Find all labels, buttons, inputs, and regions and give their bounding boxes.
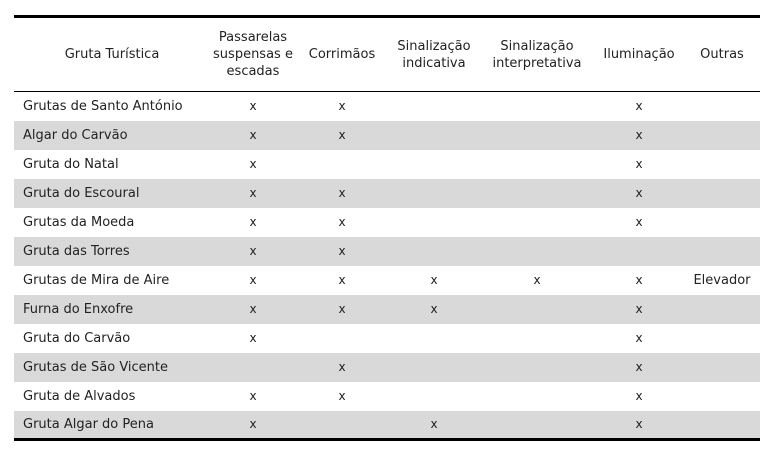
- table-cell: [480, 353, 594, 382]
- check-mark-cell: x: [635, 302, 643, 316]
- table-cell: [388, 208, 480, 237]
- table-cell: [296, 411, 388, 440]
- table-cell: [684, 382, 760, 411]
- table-cell: [684, 208, 760, 237]
- table-body: [14, 92, 760, 440]
- table-cell: [480, 208, 594, 237]
- table-row: [14, 92, 760, 121]
- header-text-line: Sinalização: [397, 38, 471, 54]
- table-cell: [684, 121, 760, 150]
- check-mark-cell: x: [249, 157, 257, 171]
- table-cell: Elevador: [693, 272, 751, 288]
- table-container: [14, 15, 760, 441]
- check-mark-cell: x: [635, 186, 643, 200]
- check-mark-cell: x: [338, 302, 346, 316]
- header-text-line: Gruta Turística: [64, 47, 160, 62]
- table-cell: [210, 353, 296, 382]
- table-cell: [684, 179, 760, 208]
- table-cell: [388, 121, 480, 150]
- check-mark-cell: x: [338, 244, 346, 258]
- check-mark-cell: x: [338, 99, 346, 114]
- table-cell: [594, 237, 684, 266]
- table-row: [14, 411, 760, 440]
- check-mark-cell: x: [249, 99, 257, 114]
- table-cell: [684, 237, 760, 266]
- table-cell: [388, 92, 480, 121]
- check-mark-cell: x: [249, 186, 257, 200]
- cave-name-cell: Grutas da Moeda: [23, 214, 135, 230]
- table-cell: [480, 324, 594, 353]
- table-row: [14, 237, 760, 266]
- table-cell: [480, 179, 594, 208]
- header-cave: [14, 17, 210, 92]
- check-mark-cell: x: [249, 389, 257, 403]
- header-walkways: [210, 17, 296, 92]
- caves-equipment-table: [14, 15, 760, 441]
- header-signage-indicative: [388, 17, 480, 92]
- header-text-line: Outras: [700, 47, 744, 62]
- table-cell: [388, 179, 480, 208]
- header-text-line: indicativa: [402, 55, 466, 71]
- header-other: [684, 17, 760, 92]
- check-mark-cell: x: [635, 99, 643, 114]
- check-mark-cell: x: [430, 302, 438, 316]
- check-mark-cell: x: [635, 215, 643, 229]
- table-row: [14, 266, 760, 295]
- table-row: [14, 382, 760, 411]
- cave-name-cell: Gruta do Escoural: [23, 185, 140, 201]
- check-mark-cell: x: [430, 417, 438, 432]
- check-mark-cell: x: [249, 273, 257, 287]
- table-cell: [480, 237, 594, 266]
- table-cell: [684, 324, 760, 353]
- check-mark-cell: x: [635, 389, 643, 403]
- table-cell: [388, 150, 480, 179]
- table-row: [14, 121, 760, 150]
- check-mark-cell: x: [338, 360, 346, 374]
- table-row: [14, 208, 760, 237]
- table-cell: [684, 353, 760, 382]
- cave-name-cell: Gruta das Torres: [23, 243, 130, 259]
- table-cell: [296, 324, 388, 353]
- header-text-line: Corrimãos: [308, 47, 376, 62]
- check-mark-cell: x: [635, 157, 643, 171]
- cave-name-cell: Algar do Carvão: [23, 127, 128, 143]
- cave-name-cell: Gruta de Alvados: [23, 388, 136, 404]
- check-mark-cell: x: [430, 273, 438, 287]
- table-cell: [684, 150, 760, 179]
- header-text-line: interpretativa: [492, 55, 582, 71]
- table-cell: [388, 324, 480, 353]
- header-text-line: suspensas e: [213, 47, 293, 62]
- check-mark-cell: x: [635, 128, 643, 142]
- header-lighting: [594, 17, 684, 92]
- header-text-line: Sinalização: [500, 38, 574, 54]
- table-cell: [480, 121, 594, 150]
- table-row: [14, 353, 760, 382]
- table-cell: [684, 295, 760, 324]
- table-cell: [388, 237, 480, 266]
- table-cell: [480, 92, 594, 121]
- check-mark-cell: x: [249, 215, 257, 229]
- check-mark-cell: x: [338, 273, 346, 287]
- header-text-line: escadas: [226, 64, 280, 79]
- table-cell: [388, 382, 480, 411]
- check-mark-cell: x: [249, 417, 257, 432]
- cave-name-cell: Furna do Enxofre: [23, 301, 134, 317]
- table-cell: [480, 382, 594, 411]
- table-row: [14, 295, 760, 324]
- table-cell: [480, 411, 594, 440]
- check-mark-cell: x: [635, 273, 643, 287]
- table-row: [14, 324, 760, 353]
- table-cell: [296, 150, 388, 179]
- header-text-line: Passarelas: [218, 30, 288, 45]
- cave-name-cell: Grutas de Mira de Aire: [23, 272, 170, 288]
- table-cell: [684, 92, 760, 121]
- table-cell: [480, 150, 594, 179]
- check-mark-cell: x: [249, 302, 257, 316]
- cave-name-cell: Grutas de Santo António: [23, 98, 183, 114]
- check-mark-cell: x: [338, 215, 346, 229]
- table-cell: [388, 353, 480, 382]
- table-cell: [684, 411, 760, 440]
- table-row: [14, 179, 760, 208]
- check-mark-cell: x: [635, 331, 643, 345]
- check-mark-cell: x: [249, 244, 257, 258]
- table-header-row: [14, 17, 760, 92]
- check-mark-cell: x: [249, 128, 257, 142]
- cave-name-cell: Gruta do Natal: [23, 156, 119, 172]
- check-mark-cell: x: [338, 389, 346, 403]
- table-row: [14, 150, 760, 179]
- cave-name-cell: Gruta Algar do Pena: [23, 416, 154, 432]
- check-mark-cell: x: [635, 360, 643, 374]
- check-mark-cell: x: [338, 186, 346, 200]
- check-mark-cell: x: [635, 417, 643, 432]
- check-mark-cell: x: [249, 331, 257, 345]
- check-mark-cell: x: [338, 128, 346, 142]
- check-mark-cell: x: [533, 273, 541, 287]
- header-signage-interpretive: [480, 17, 594, 92]
- cave-name-cell: Grutas de São Vicente: [23, 359, 169, 375]
- header-text-line: Iluminação: [603, 47, 675, 62]
- header-handrails: [296, 17, 388, 92]
- table-cell: [480, 295, 594, 324]
- cave-name-cell: Gruta do Carvão: [23, 330, 131, 346]
